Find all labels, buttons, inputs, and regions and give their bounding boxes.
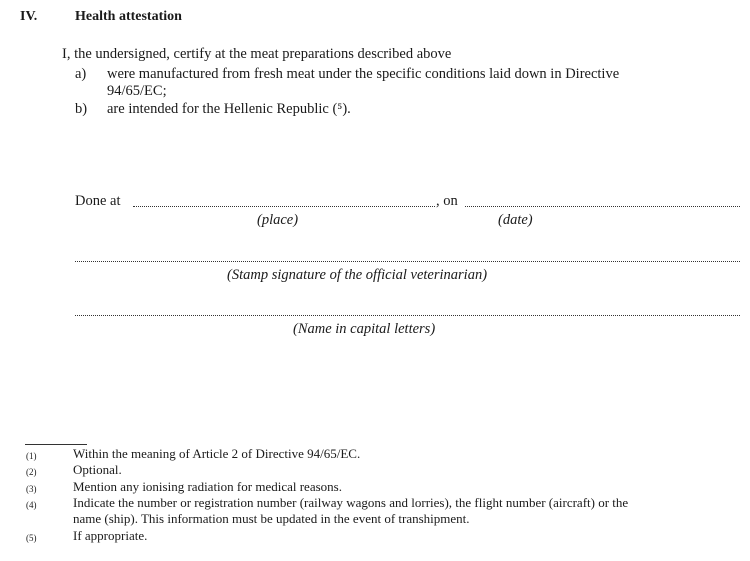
stamp-signature-label: (Stamp signature of the official veterinarian) [227,267,488,283]
footnote-3-text: Mention any ionising radiation for medical reasons. [73,479,342,494]
footnote-2-number: (2) [26,467,37,477]
item-a-text: were manufactured from fresh meat under the specific conditions laid down in Directive [107,66,620,82]
done-at-label: Done at [75,193,121,209]
footnote-2-text: Optional. [73,462,122,477]
footnote-4-text-cont: name (ship). This information must be updated in the event of transhipment. [73,511,470,526]
section-number: IV. [20,9,38,24]
item-a-text-cont: 94/65/EC; [107,83,167,99]
footnote-1-text: Within the meaning of Article 2 of Directive 94/65/EC. [73,446,361,461]
footnote-5-text: If appropriate. [73,528,148,543]
name-capital-label: (Name in capital letters) [293,321,436,337]
place-label: (place) [257,212,299,228]
footnote-5-number: (5) [26,533,37,543]
date-dotted-line [465,206,740,207]
item-b-marker: b) [75,101,88,117]
section-title: Health attestation [75,9,182,24]
footnote-3-number: (3) [26,484,37,494]
on-label: , on [436,193,458,209]
name-dotted-line [75,315,740,316]
date-label: (date) [498,212,533,228]
stamp-dotted-line [75,261,740,262]
attestation-intro: I, the undersigned, certify at the meat preparations described above [62,46,452,62]
footnote-rule [25,444,87,445]
item-b-text: are intended for the Hellenic Republic (⁵). [107,101,351,117]
footnote-4-number: (4) [26,500,37,510]
item-a-marker: a) [75,66,87,82]
footnote-1-number: (1) [26,451,37,461]
place-dotted-line [133,206,435,207]
footnote-4-text: Indicate the number or registration number (railway wagons and lorries), the flight number (aircraft) or the [73,495,629,510]
